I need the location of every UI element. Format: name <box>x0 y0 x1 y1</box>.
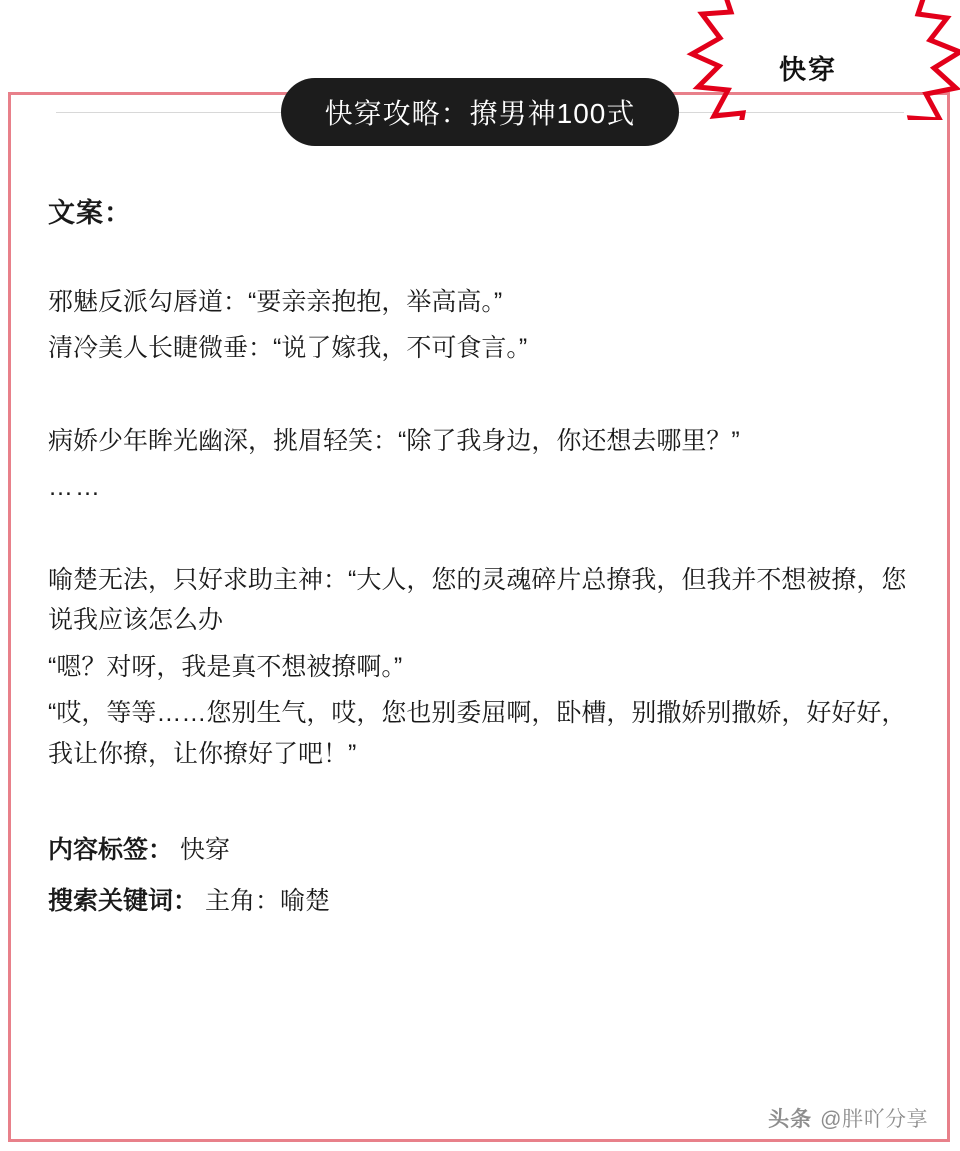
starburst-label: 快穿 <box>779 54 837 85</box>
watermark-logo: 头条 <box>768 1108 813 1131</box>
paragraph-5: “嗯？对呀，我是真不想被撩啊。” <box>48 652 403 681</box>
starburst-badge <box>634 0 960 120</box>
meta-tag-key: 内容标签： <box>48 836 174 865</box>
page-title: 快穿攻略：撩男神100式 <box>281 78 680 146</box>
meta-tag-value: 快穿 <box>179 836 230 865</box>
paragraph-1: 邪魅反派勾唇道：“要亲亲抱抱，举高高。” <box>48 287 503 316</box>
watermark <box>768 1103 928 1133</box>
meta-keyword-value: 主角：喻楚 <box>204 886 330 915</box>
watermark-username: @胖吖分享 <box>820 1108 928 1131</box>
paragraph-ellipsis: …… <box>48 473 102 502</box>
article-content <box>48 192 912 931</box>
meta-block <box>48 830 912 921</box>
paragraph-3: 病娇少年眸光幽深，挑眉轻笑：“除了我身边，你还想去哪里？” <box>48 426 740 455</box>
title-rule-left <box>56 112 281 113</box>
paragraph-4: 喻楚无法，只好求助主神：“大人，您的灵魂碎片总撩我，但我并不想被撩，您说我应该怎么办 <box>48 565 907 635</box>
meta-keyword-key: 搜索关键词： <box>48 886 199 915</box>
paragraph-2: 清冷美人长睫微垂：“说了嫁我，不可食言。” <box>48 334 528 363</box>
section-label-wenan: 文案： <box>48 198 132 228</box>
meta-row-tag <box>48 830 912 871</box>
paragraph-6: “哎，等等……您别生气，哎，您也别委屈啊，卧槽，别撒娇别撒娇，好好好，我让你撩，让你撩好了吧！” <box>48 699 907 768</box>
meta-row-keyword <box>48 881 912 922</box>
